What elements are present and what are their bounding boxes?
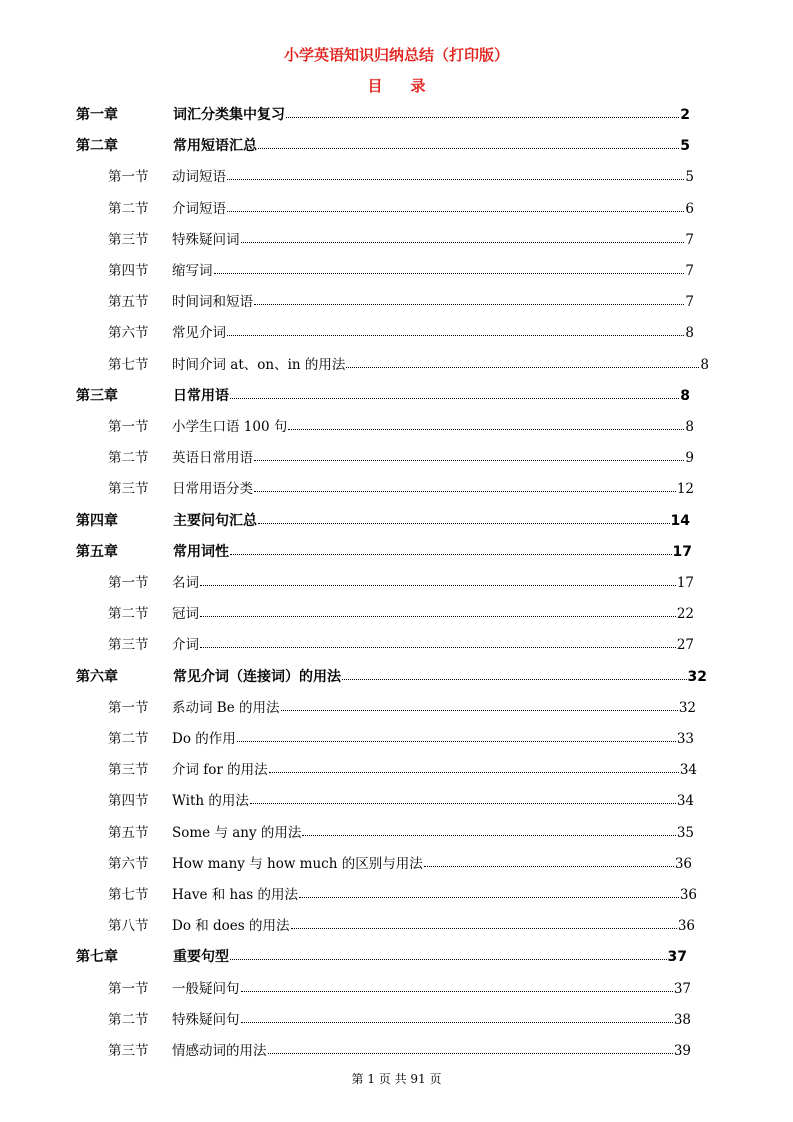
toc-heading: 目录 bbox=[367, 77, 454, 95]
toc-entry-label: 常见介词 bbox=[172, 325, 226, 342]
toc-entry-page-number: 34 bbox=[676, 793, 694, 810]
toc-entry-label: 英语日常用语 bbox=[172, 450, 253, 467]
toc-entry-label: 重要句型 bbox=[173, 949, 229, 966]
toc-entry-label: 日常用语 bbox=[173, 387, 229, 404]
toc-entry-number: 第二节 bbox=[108, 731, 149, 747]
toc-entry-label: Some 与 any 的用法 bbox=[172, 824, 302, 841]
toc-entry-page-number: 8 bbox=[680, 387, 690, 404]
toc-section-entry[interactable] bbox=[108, 978, 691, 1000]
toc-section-entry[interactable] bbox=[108, 322, 694, 344]
toc-entry-page-number: 9 bbox=[685, 450, 694, 467]
toc-section-entry[interactable] bbox=[108, 728, 694, 750]
toc-entry-page-number: 39 bbox=[673, 1043, 691, 1059]
toc-entry-page-number: 6 bbox=[685, 200, 694, 217]
toc-dot-leader bbox=[200, 602, 676, 617]
toc-entry-page-number: 8 bbox=[685, 419, 694, 435]
toc-dot-leader bbox=[254, 290, 684, 305]
toc-dot-leader bbox=[241, 1008, 673, 1023]
toc-chapter-entry[interactable] bbox=[76, 946, 687, 968]
toc-entry-label: 时间词和短语 bbox=[172, 294, 253, 311]
toc-entry-number: 第五节 bbox=[108, 294, 149, 311]
toc-section-entry[interactable] bbox=[108, 229, 694, 251]
toc-entry-label: 特殊疑问句 bbox=[172, 1011, 240, 1028]
toc-entry-page-number: 7 bbox=[685, 263, 694, 279]
toc-dot-leader bbox=[424, 852, 674, 867]
toc-dot-leader bbox=[237, 727, 676, 742]
toc-section-entry[interactable] bbox=[108, 260, 694, 282]
toc-dot-leader bbox=[227, 165, 684, 180]
toc-entry-number: 第三章 bbox=[76, 387, 118, 404]
toc-entry-label: Do 和 does 的用法 bbox=[172, 918, 290, 935]
toc-section-entry[interactable] bbox=[108, 697, 696, 719]
toc-dot-leader bbox=[241, 228, 685, 243]
toc-entry-page-number: 36 bbox=[679, 887, 697, 903]
toc-entry-page-number: 12 bbox=[676, 481, 694, 498]
toc-section-entry[interactable] bbox=[108, 790, 694, 812]
toc-entry-number: 第二节 bbox=[108, 1011, 149, 1028]
toc-entry-number: 第三节 bbox=[108, 762, 149, 779]
toc-entry-page-number: 7 bbox=[685, 294, 694, 311]
toc-section-entry[interactable] bbox=[108, 603, 694, 625]
toc-dot-leader bbox=[230, 384, 679, 399]
toc-entry-number: 第三节 bbox=[108, 1043, 149, 1059]
toc-entry-page-number: 5 bbox=[685, 169, 694, 186]
toc-section-entry[interactable] bbox=[108, 884, 697, 906]
toc-entry-page-number: 8 bbox=[685, 325, 694, 342]
toc-entry-number: 第七节 bbox=[108, 356, 149, 373]
toc-entry-page-number: 2 bbox=[680, 107, 690, 123]
toc-dot-leader bbox=[200, 633, 676, 648]
toc-entry-label: 介词短语 bbox=[172, 200, 226, 217]
toc-dot-leader bbox=[254, 477, 676, 492]
toc-entry-number: 第一节 bbox=[108, 699, 149, 716]
toc-entry-label: 常用短语汇总 bbox=[173, 138, 257, 155]
toc-section-entry[interactable] bbox=[108, 447, 694, 469]
toc-section-entry[interactable] bbox=[108, 822, 694, 844]
toc-entry-page-number: 27 bbox=[676, 637, 694, 654]
toc-dot-leader bbox=[288, 415, 684, 430]
toc-section-entry[interactable] bbox=[108, 198, 694, 220]
toc-entry-number: 第一节 bbox=[108, 169, 149, 186]
toc-entry-number: 第四节 bbox=[108, 263, 149, 279]
toc-entry-page-number: 32 bbox=[678, 699, 696, 716]
toc-entry-label: 主要问句汇总 bbox=[173, 512, 257, 529]
toc-entry-label: How many 与 how much 的区别与用法 bbox=[172, 855, 423, 872]
toc-section-entry[interactable] bbox=[108, 915, 695, 937]
toc-section-entry[interactable] bbox=[108, 1009, 691, 1031]
toc-dot-leader bbox=[291, 914, 677, 929]
toc-entry-number: 第二章 bbox=[76, 138, 118, 155]
toc-dot-leader bbox=[299, 883, 679, 898]
toc-entry-label: 常用词性 bbox=[173, 543, 229, 560]
toc-entry-number: 第一节 bbox=[108, 980, 149, 997]
toc-dot-leader bbox=[268, 1039, 673, 1054]
toc-entry-label: 时间介词 at、on、in 的用法 bbox=[172, 356, 346, 373]
toc-entry-number: 第六节 bbox=[108, 855, 149, 872]
toc-entry-number: 第七章 bbox=[76, 949, 118, 966]
toc-section-entry[interactable] bbox=[108, 478, 694, 500]
toc-section-entry[interactable] bbox=[108, 1040, 691, 1062]
toc-chapter-entry[interactable] bbox=[76, 666, 707, 688]
toc-entry-number: 第二节 bbox=[108, 450, 149, 467]
toc-dot-leader bbox=[346, 353, 699, 368]
toc-entry-number: 第二节 bbox=[108, 606, 149, 623]
toc-dot-leader bbox=[286, 103, 679, 118]
toc-dot-leader bbox=[342, 665, 687, 680]
toc-entry-number: 第四节 bbox=[108, 793, 149, 810]
toc-chapter-entry[interactable] bbox=[76, 104, 690, 126]
toc-entry-label: 介词 for 的用法 bbox=[172, 762, 268, 779]
toc-entry-label: With 的用法 bbox=[172, 793, 249, 810]
toc-chapter-entry[interactable] bbox=[76, 541, 692, 563]
toc-entry-label: 系动词 Be 的用法 bbox=[172, 699, 280, 716]
toc-entry-page-number: 33 bbox=[676, 731, 694, 747]
toc-entry-number: 第八节 bbox=[108, 918, 149, 935]
toc-dot-leader bbox=[241, 977, 673, 992]
toc-entry-page-number: 17 bbox=[672, 543, 692, 560]
toc-entry-label: 冠词 bbox=[172, 606, 199, 623]
toc-entry-page-number: 17 bbox=[676, 575, 694, 591]
toc-entry-label: 一般疑问句 bbox=[172, 980, 240, 997]
toc-entry-number: 第六节 bbox=[108, 325, 149, 342]
toc-entry-page-number: 37 bbox=[667, 949, 687, 966]
toc-dot-leader bbox=[214, 259, 685, 274]
toc-entry-page-number: 35 bbox=[676, 824, 694, 841]
toc-entry-number: 第三节 bbox=[108, 481, 149, 498]
toc-entry-page-number: 34 bbox=[679, 762, 697, 779]
toc-section-entry[interactable] bbox=[108, 354, 709, 376]
toc-entry-page-number: 37 bbox=[673, 980, 691, 997]
toc-section-entry[interactable] bbox=[108, 166, 694, 188]
toc-entry-page-number: 36 bbox=[677, 918, 695, 935]
toc-dot-leader bbox=[254, 446, 684, 461]
toc-entry-label: 特殊疑问词 bbox=[172, 231, 240, 248]
toc-entry-page-number: 5 bbox=[680, 138, 690, 155]
toc-entry-label: 缩写词 bbox=[172, 263, 213, 279]
toc-entry-number: 第一节 bbox=[108, 419, 149, 435]
toc-entry-page-number: 8 bbox=[700, 356, 709, 373]
toc-entry-page-number: 32 bbox=[687, 668, 707, 685]
toc-chapter-entry[interactable] bbox=[76, 510, 690, 532]
toc-section-entry[interactable] bbox=[108, 853, 692, 875]
toc-section-entry[interactable] bbox=[108, 634, 694, 656]
toc-entry-page-number: 22 bbox=[676, 606, 694, 623]
toc-entry-number: 第七节 bbox=[108, 887, 149, 903]
toc-entry-label: 小学生口语 100 句 bbox=[172, 419, 288, 435]
toc-dot-leader bbox=[281, 696, 678, 711]
toc-section-entry[interactable] bbox=[108, 572, 694, 594]
toc-entry-label: Have 和 has 的用法 bbox=[172, 887, 298, 903]
toc-dot-leader bbox=[258, 134, 679, 149]
toc-entry-number: 第三节 bbox=[108, 231, 149, 248]
toc-entry-page-number: 36 bbox=[674, 855, 692, 872]
toc-entry-label: Do 的作用 bbox=[172, 731, 236, 747]
toc-entry-label: 日常用语分类 bbox=[172, 481, 253, 498]
toc-dot-leader bbox=[302, 821, 675, 836]
toc-section-entry[interactable] bbox=[108, 416, 694, 438]
toc-dot-leader bbox=[200, 571, 676, 586]
toc-dot-leader bbox=[250, 789, 676, 804]
toc-section-entry[interactable] bbox=[108, 291, 694, 313]
toc-chapter-entry[interactable] bbox=[76, 135, 690, 157]
toc-dot-leader bbox=[230, 945, 667, 960]
page-footer: 第 1 页 共 91 页 bbox=[351, 1072, 442, 1086]
toc-entry-number: 第三节 bbox=[108, 637, 149, 654]
toc-entry-number: 第六章 bbox=[76, 668, 118, 685]
toc-section-entry[interactable] bbox=[108, 759, 697, 781]
toc-entry-number: 第二节 bbox=[108, 200, 149, 217]
document-title: 小学英语知识归纳总结（打印版） bbox=[283, 46, 509, 64]
toc-entry-page-number: 14 bbox=[670, 512, 690, 529]
toc-entry-number: 第一节 bbox=[108, 575, 149, 591]
toc-entry-number: 第五章 bbox=[76, 543, 118, 560]
toc-entry-number: 第一章 bbox=[76, 107, 118, 123]
toc-entry-page-number: 7 bbox=[685, 231, 694, 248]
toc-dot-leader bbox=[227, 197, 684, 212]
toc-entry-label: 名词 bbox=[172, 575, 199, 591]
toc-entry-label: 动词短语 bbox=[172, 169, 226, 186]
toc-entry-page-number: 38 bbox=[673, 1011, 691, 1028]
toc-dot-leader bbox=[269, 758, 679, 773]
toc-chapter-entry[interactable] bbox=[76, 385, 690, 407]
toc-entry-label: 常见介词（连接词）的用法 bbox=[173, 668, 341, 685]
toc-entry-label: 词汇分类集中复习 bbox=[173, 107, 285, 123]
toc-entry-label: 介词 bbox=[172, 637, 199, 654]
toc-dot-leader bbox=[230, 540, 672, 555]
toc-entry-number: 第四章 bbox=[76, 512, 118, 529]
toc-entry-number: 第五节 bbox=[108, 824, 149, 841]
toc-dot-leader bbox=[258, 509, 670, 524]
toc-entry-label: 情感动词的用法 bbox=[172, 1043, 267, 1059]
toc-dot-leader bbox=[227, 321, 684, 336]
